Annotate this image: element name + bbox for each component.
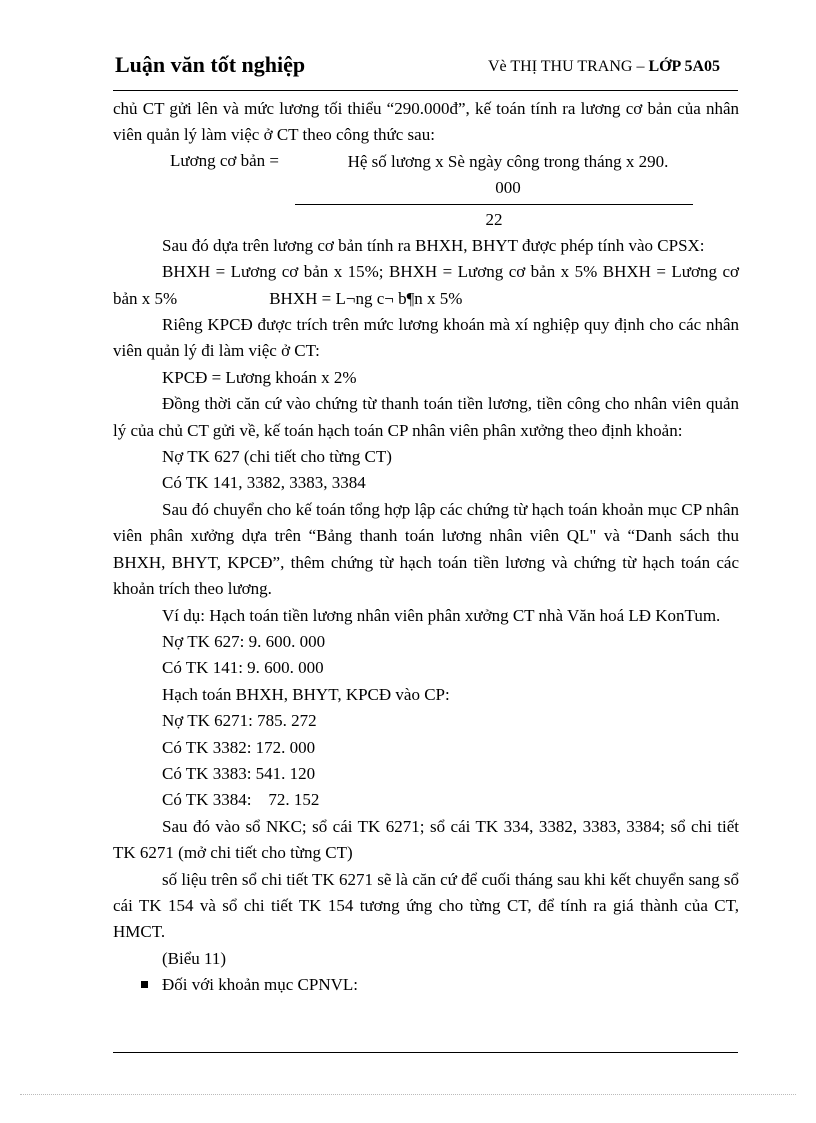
paragraph: Riêng KPCĐ được trích trên mức lương khoán mà xí nghiệp quy định cho các nhân viên quản lý đi làm việc ở CT:	[113, 315, 739, 361]
paragraph	[113, 259, 739, 312]
paragraph: Ví dụ: Hạch toán tiền lương nhân viên phân xưởng CT nhà Văn hoá LĐ KonTum.	[162, 605, 721, 625]
paragraph: Sau đó dựa trên lương cơ bản tính ra BHXH, BHYT được phép tính vào CPSX:	[162, 235, 705, 255]
document-title: Luận văn tốt nghiệp	[115, 52, 306, 77]
entry-line: Nợ TK 627: 9. 600. 000	[162, 631, 326, 651]
header-divider	[113, 90, 738, 91]
entry-line: Hạch toán BHXH, BHYT, KPCĐ vào CP:	[162, 684, 450, 704]
fraction-bar	[295, 204, 693, 205]
entry-line: Có TK 3382: 172. 000	[162, 737, 316, 757]
formula-numerator	[308, 149, 708, 201]
entry-line: Có TK 141, 3382, 3383, 3384	[162, 473, 366, 493]
entry-line: Có TK 141: 9. 600. 000	[162, 658, 324, 678]
entry-line: Nợ TK 627 (chi tiết cho từng CT)	[162, 447, 392, 467]
paragraph: KPCĐ = Lương khoán x 2%	[162, 367, 357, 387]
paragraph: Sau đó chuyển cho kế toán tổng hợp lập các chứng từ hạch toán khoản mục CP nhân viên phân xưởng dựa trên “Bảng thanh toán lương nhân viên QL" và “Danh sách thu BHXH, BHYT, KPCĐ”, thêm chứng từ hạch toán tiền lương và chứng từ hạch toán các khoản trích theo lương.	[113, 499, 739, 599]
paragraph: chủ CT gửi lên và mức lương tối thiểu “290.000đ”, kế toán tính ra lương cơ bản của nhân viên quản lý làm việc ở CT theo công thức sau:	[113, 99, 739, 145]
paragraph: Sau đó vào sổ NKC; sổ cái TK 6271; sổ cái TK 334, 3382, 3383, 3384; sổ chi tiết TK 6271 (mở chi tiết cho từng CT)	[113, 816, 739, 863]
bhxh-formula-garbled: BHXH = L¬ng c¬ b¶n x 5%	[269, 288, 463, 308]
square-bullet-icon	[141, 981, 148, 988]
paragraph: số liệu trên sổ chi tiết TK 6271 sẽ là căn cứ để cuối tháng sau khi kết chuyển sang sổ cái TK 154 và sổ chi tiết TK 154 tương ứng cho từng CT, để tính ra giá thành của CT, HMCT.	[113, 869, 739, 942]
formula-numerator-line: Hệ số lương x Sè ngày công trong tháng x 290.	[347, 151, 669, 171]
entry-line: (Biểu 11)	[162, 948, 227, 968]
bullet-item	[113, 972, 739, 998]
formula-lhs: Lương cơ bản =	[170, 150, 280, 170]
page-body	[113, 96, 739, 999]
page-break-line	[20, 1094, 796, 1095]
footer-divider	[113, 1052, 738, 1053]
formula-numerator-line: 000	[495, 177, 521, 197]
bhxh-formula: BHXH = Lương cơ bản x 15%; BHXH = Lương cơ bản x 5% BHXH = Lương cơ bản x 5%	[113, 262, 739, 308]
entry-line: Có TK 3384: 72. 152	[162, 790, 320, 810]
bullet-text: Đối với khoản mục CPNVL:	[162, 975, 358, 995]
entry-line: Có TK 3383: 541. 120	[162, 763, 316, 783]
paragraph: Đồng thời căn cứ vào chứng từ thanh toán tiền lương, tiền công cho nhân viên quản lý của chủ CT gửi về, kế toán hạch toán CP nhân viên phân xưởng theo định khoản:	[113, 394, 739, 440]
author-name: Vè THỊ THU TRANG –	[488, 58, 649, 75]
class-label: LỚP 5A05	[648, 58, 720, 75]
entry-line: Nợ TK 6271: 785. 272	[162, 711, 317, 731]
formula-denominator: 22	[485, 209, 503, 229]
salary-formula	[113, 149, 739, 233]
author-line	[488, 58, 720, 76]
